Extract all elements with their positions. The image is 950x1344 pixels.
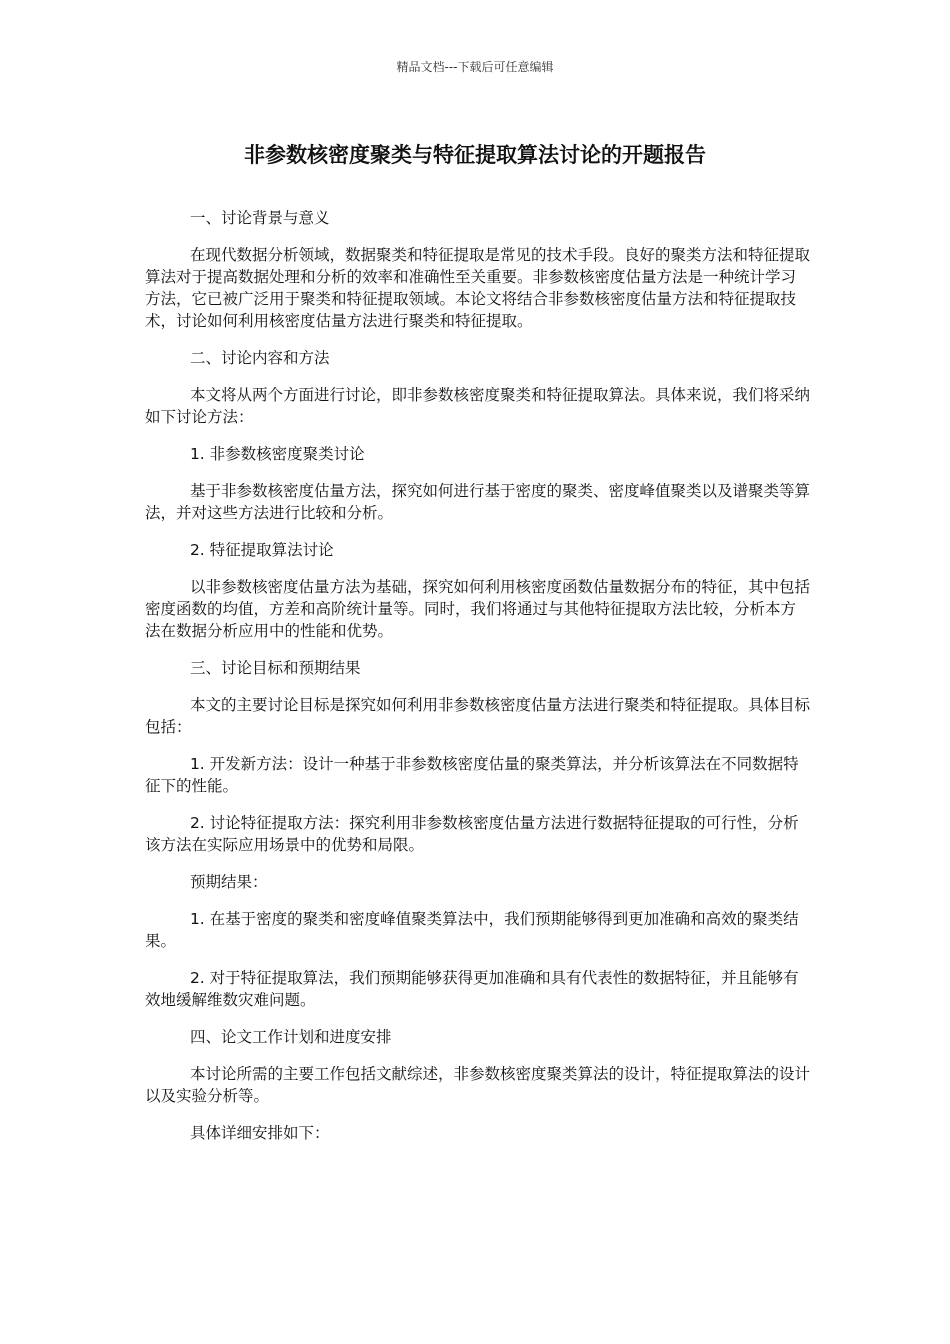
subheading-clustering: 1. 非参数核密度聚类讨论 (189, 445, 365, 463)
paragraph-feature-extraction: 以非参数核密度估量方法为基础，探究如何利用核密度函数估量数据分布的特征，其中包括密度函数的均值，方差和高阶统计量等。同时，我们将通过与其他特征提取方法比较，分析本方法在数据分析应用中的性能和优势。 (145, 578, 810, 640)
paragraph-schedule-detail: 具体详细安排如下： (189, 1124, 330, 1142)
list-item-goal-2: 2. 讨论特征提取方法：探究利用非参数核密度估量方法进行数据特征提取的可行性，分析该方法在实际应用场景中的优势和局限。 (145, 814, 799, 854)
paragraph-background: 在现代数据分析领域，数据聚类和特征提取是常见的技术手段。良好的聚类方法和特征提取算法对于提高数据处理和分析的效率和准确性至关重要。非参数核密度估量方法是一种统计学习方法，它已被广泛用于聚类和特征提取领域。本论文将结合非参数核密度估量方法和特征提取技术，讨论如何利用核密度估量方法进行聚类和特征提取。 (145, 246, 810, 330)
paragraph-clustering: 基于非参数核密度估量方法，探究如何进行基于密度的聚类、密度峰值聚类以及谱聚类等算法，并对这些方法进行比较和分析。 (145, 482, 810, 522)
document-title: 非参数核密度聚类与特征提取算法讨论的开题报告 (244, 143, 706, 167)
section-heading-schedule: 四、论文工作计划和进度安排 (189, 1028, 392, 1046)
section-heading-background: 一、讨论背景与意义 (189, 209, 330, 227)
page-header: 精品文档---下载后可任意编辑 (396, 60, 554, 74)
list-item-result-2: 2. 对于特征提取算法，我们预期能够获得更加准确和具有代表性的数据特征，并且能够有效地缓解维数灾难问题。 (145, 969, 799, 1009)
section-heading-content-methods: 二、讨论内容和方法 (189, 349, 330, 367)
paragraph-schedule: 本讨论所需的主要工作包括文献综述，非参数核密度聚类算法的设计，特征提取算法的设计以及实验分析等。 (145, 1065, 810, 1105)
document-body (145, 207, 810, 1159)
list-item-result-1: 1. 在基于密度的聚类和密度峰值聚类算法中，我们预期能够得到更加准确和高效的聚类结果。 (145, 910, 799, 950)
section-heading-goals: 三、讨论目标和预期结果 (189, 659, 361, 677)
list-item-goal-1: 1. 开发新方法：设计一种基于非参数核密度估量的聚类算法，并分析该算法在不同数据特征下的性能。 (145, 755, 799, 795)
subheading-expected-results: 预期结果： (189, 873, 268, 891)
paragraph-content-intro: 本文将从两个方面进行讨论，即非参数核密度聚类和特征提取算法。具体来说，我们将采纳如下讨论方法： (145, 386, 810, 426)
subheading-feature-extraction: 2. 特征提取算法讨论 (189, 541, 334, 559)
paragraph-goals-intro: 本文的主要讨论目标是探究如何利用非参数核密度估量方法进行聚类和特征提取。具体目标包括： (145, 696, 810, 736)
